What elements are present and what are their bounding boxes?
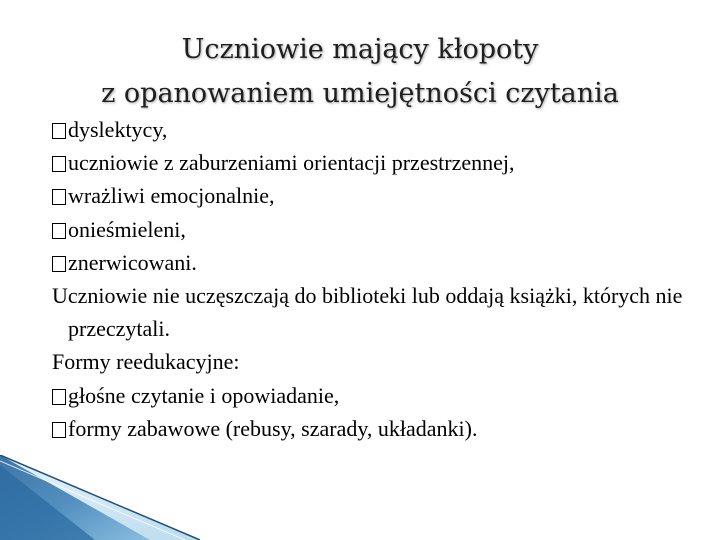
bullet-text: wrażliwi emocjonalnie,: [68, 183, 275, 209]
bullet-item: [52, 146, 702, 179]
bullet-text: znerwicowani.: [68, 249, 197, 275]
body-paragraph: Uczniowie nie uczęszczają do biblioteki lub oddają książki, których nie przeczytali.: [52, 283, 683, 342]
checkbox-bullet-icon: [52, 189, 66, 205]
slide-title-line-2: z opanowaniem umiejętności czytania: [101, 78, 619, 109]
corner-decoration: [0, 455, 200, 540]
slide-body: [52, 113, 702, 445]
slide-title: [0, 28, 720, 116]
bullet-item: [52, 179, 702, 212]
checkbox-bullet-icon: [52, 156, 66, 172]
bullet-item: [52, 246, 702, 279]
bullet-text: uczniowie z zaburzeniami orientacji przestrzennej,: [68, 150, 515, 176]
bullet-item: [52, 412, 702, 445]
checkbox-bullet-icon: [52, 123, 66, 139]
bullet-text: onieśmieleni,: [68, 216, 186, 242]
bullet-text: dyslektycy,: [68, 117, 168, 142]
checkbox-bullet-icon: [52, 256, 66, 272]
checkbox-bullet-icon: [52, 422, 66, 438]
bullet-item: [52, 113, 702, 146]
bullet-item: [52, 213, 702, 246]
slide-title-line-1: Uczniowie mający kłopoty: [181, 34, 539, 65]
bullet-item: [52, 379, 702, 412]
bullet-text: formy zabawowe (rebusy, szarady, układanki).: [68, 415, 478, 441]
bullet-text: głośne czytanie i opowiadanie,: [68, 382, 340, 408]
checkbox-bullet-icon: [52, 389, 66, 405]
subheading: Formy reedukacyjne:: [52, 349, 240, 375]
checkbox-bullet-icon: [52, 223, 66, 239]
